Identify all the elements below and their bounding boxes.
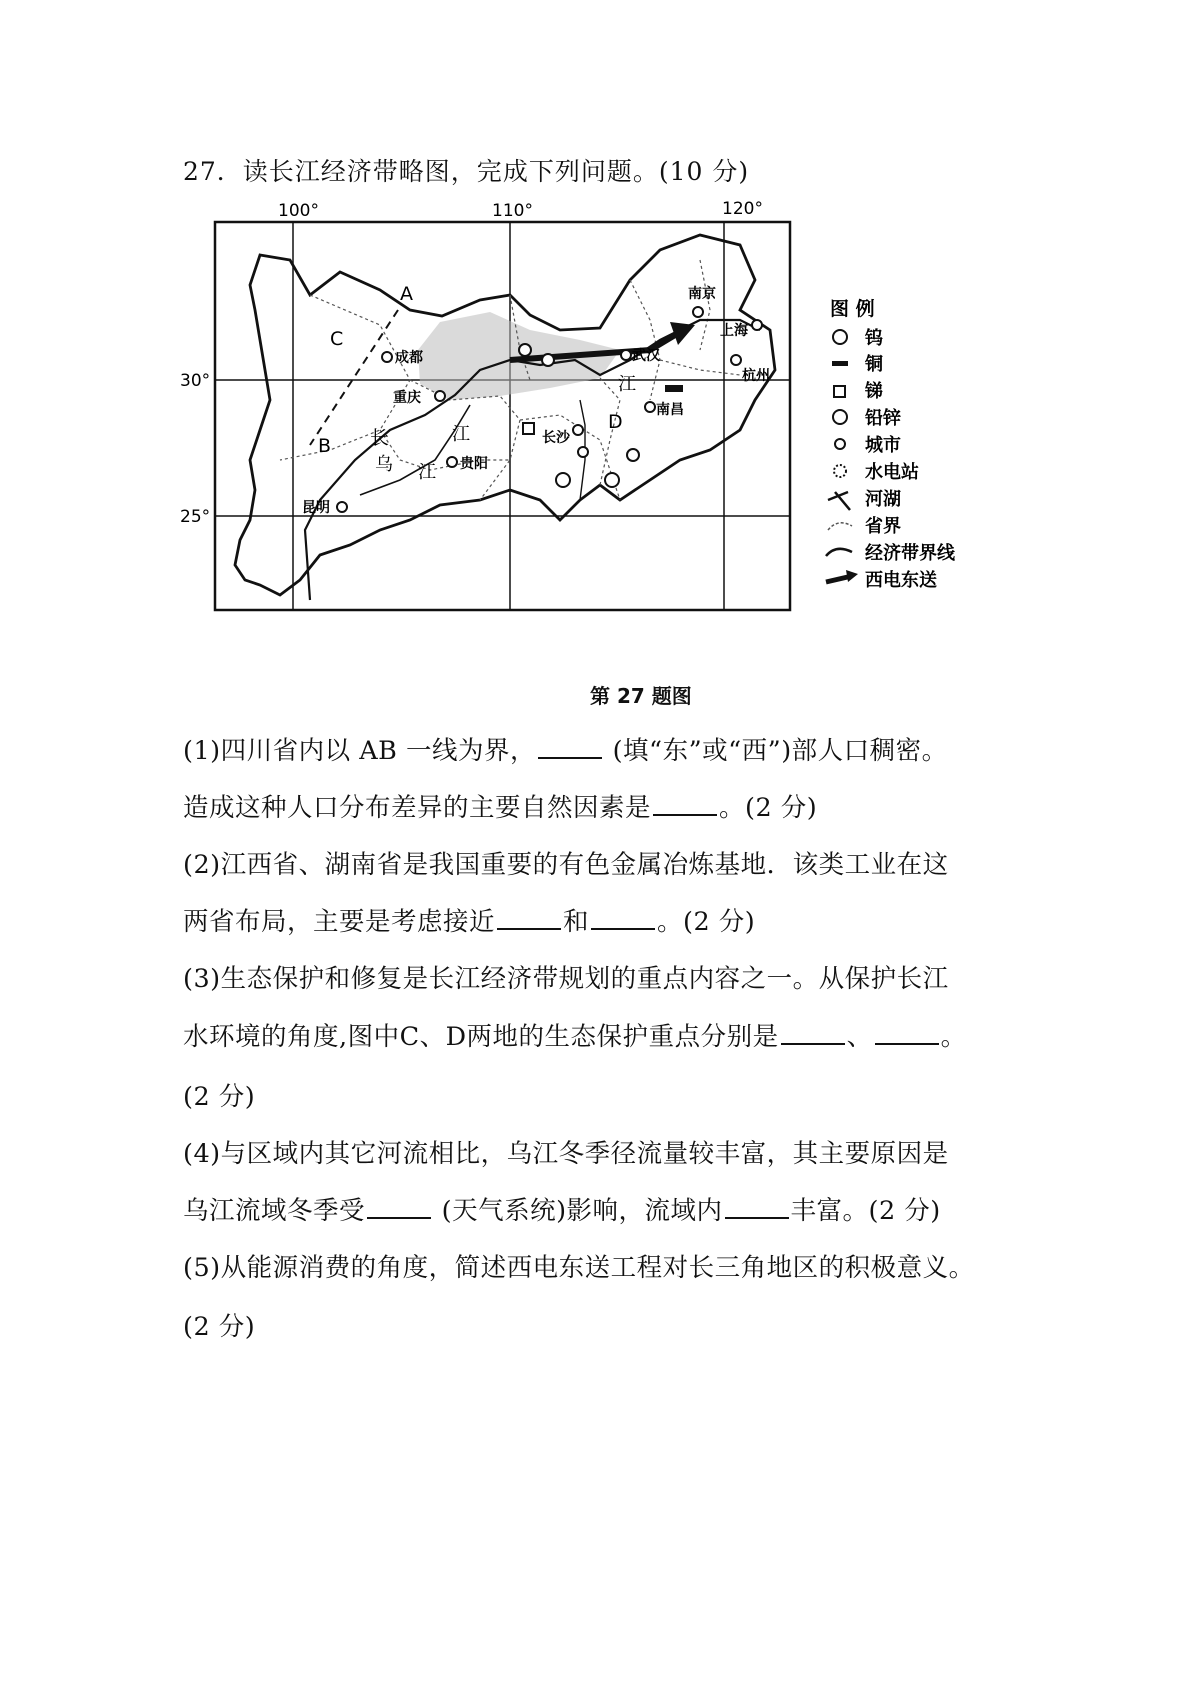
part-1-text-d: 。(2 分)	[719, 793, 818, 823]
part-5-text-a: (5)从能源消费的角度，简述西电东送工程对长三角地区的积极意义。	[183, 1253, 975, 1283]
figure-caption: 第 27 题图	[590, 684, 692, 708]
lead-zinc-symbol-2	[578, 447, 588, 457]
part-1-text-b: (填“东”或“西”)部人口稠密。	[604, 736, 948, 766]
letter-c: C	[330, 328, 344, 350]
answer-blank-2[interactable]	[653, 813, 717, 816]
lon-label-110: 110°	[492, 201, 533, 221]
legend-lead-zinc: 铅锌	[865, 408, 901, 429]
lat-label-30: 30°	[180, 371, 211, 391]
part-1-text-c: 造成这种人口分布差异的主要自然因素是	[183, 793, 652, 823]
part-4-text-d: 丰富。(2 分)	[790, 1196, 941, 1226]
hydro-symbol-3	[627, 449, 639, 461]
answer-blank-6[interactable]	[875, 1042, 939, 1045]
river-char-jiang2: 江	[418, 462, 436, 483]
part-2-line-2	[183, 902, 755, 938]
city-changsha: 长沙	[542, 430, 570, 446]
answer-blank-8[interactable]	[725, 1216, 789, 1219]
part-2-text-d: 。(2 分)	[657, 907, 756, 937]
copper-symbol	[666, 386, 682, 391]
lon-label-120: 120°	[722, 200, 763, 219]
letter-a: A	[400, 283, 413, 305]
yangtze-economic-belt-map	[180, 200, 1080, 720]
legend-river-lake: 河湖	[865, 489, 901, 510]
legend-antimony: 锑	[865, 381, 883, 402]
river-char-chang: 长	[370, 427, 390, 449]
city-chongqing: 重庆	[393, 390, 421, 406]
hydro-symbol-2	[519, 344, 531, 356]
river-char-wu: 乌	[375, 454, 393, 475]
part-5-text-b: (2 分)	[183, 1312, 256, 1342]
lat-label-25: 25°	[180, 507, 211, 527]
question-title: 27．读长江经济带略图，完成下列问题。(10 分)	[183, 157, 750, 186]
city-hangzhou: 杭州	[742, 368, 770, 384]
legend-title: 图 例	[830, 298, 875, 320]
part-3-text-c: 、	[846, 1022, 873, 1052]
part-3-text-e: (2 分)	[183, 1082, 256, 1112]
part-4-line-2	[183, 1191, 941, 1227]
part-3-text-d: 。	[940, 1022, 967, 1052]
city-guiyang: 贵阳	[460, 456, 488, 472]
ab-line	[310, 310, 398, 445]
lead-zinc-symbol	[556, 473, 570, 487]
part-2-text-c: 和	[563, 907, 590, 937]
city-nanchang: 南昌	[656, 402, 684, 418]
tungsten-symbol	[605, 473, 619, 487]
answer-blank-3[interactable]	[497, 927, 561, 930]
city-shanghai: 上海	[720, 323, 748, 339]
city-chengdu: 成都	[395, 350, 423, 366]
answer-blank-5[interactable]	[781, 1042, 845, 1045]
answer-blank-1[interactable]	[538, 756, 602, 759]
answer-blank-4[interactable]	[591, 927, 655, 930]
part-2-line-1	[183, 845, 949, 881]
legend	[826, 297, 956, 591]
part-2-text-b: 两省布局，主要是考虑接近	[183, 907, 496, 937]
legend-province: 省界	[865, 516, 901, 537]
part-3-line-3	[183, 1077, 255, 1113]
river-char-jiang3: 江	[618, 374, 636, 395]
river-char-jiang1: 江	[452, 424, 470, 445]
part-1-line-1	[183, 731, 948, 767]
lon-label-100: 100°	[278, 201, 319, 221]
legend-west-east: 西电东送	[865, 570, 937, 591]
legend-copper: 铜	[865, 354, 883, 375]
part-3-line-1	[183, 959, 949, 995]
answer-blank-7[interactable]	[367, 1216, 431, 1219]
antimony-symbol	[523, 423, 534, 434]
part-5-line-2	[183, 1307, 255, 1343]
city-kunming: 昆明	[302, 500, 330, 516]
city-nanjing: 南京	[688, 286, 716, 302]
part-3-text-a: (3)生态保护和修复是长江经济带规划的重点内容之一。从保护长江	[183, 964, 949, 994]
part-4-text-a: (4)与区域内其它河流相比，乌江冬季径流量较丰富，其主要原因是	[183, 1139, 949, 1169]
part-3-text-b: 水环境的角度,图中C、D两地的生态保护重点分别是	[183, 1022, 779, 1052]
legend-tungsten: 钨	[865, 328, 883, 349]
part-4-text-c: (天气系统)影响，流域内	[433, 1196, 723, 1226]
part-3-line-2	[183, 1017, 967, 1053]
city-wuhan: 武汉	[632, 348, 660, 364]
legend-belt-boundary: 经济带界线	[865, 543, 955, 564]
part-2-text-a: (2)江西省、湖南省是我国重要的有色金属冶炼基地．该类工业在这	[183, 850, 949, 880]
hydro-symbol-1	[542, 354, 554, 366]
part-1-line-2	[183, 788, 817, 824]
letter-d: D	[608, 411, 623, 433]
part-1-text-a: (1)四川省内以 AB 一线为界，	[183, 736, 536, 766]
part-4-text-b: 乌江流域冬季受	[183, 1196, 366, 1226]
part-5-line-1	[183, 1248, 975, 1284]
legend-city: 城市	[865, 435, 901, 456]
part-4-line-1	[183, 1134, 949, 1170]
legend-hydro: 水电站	[865, 462, 919, 483]
letter-b: B	[318, 435, 332, 457]
